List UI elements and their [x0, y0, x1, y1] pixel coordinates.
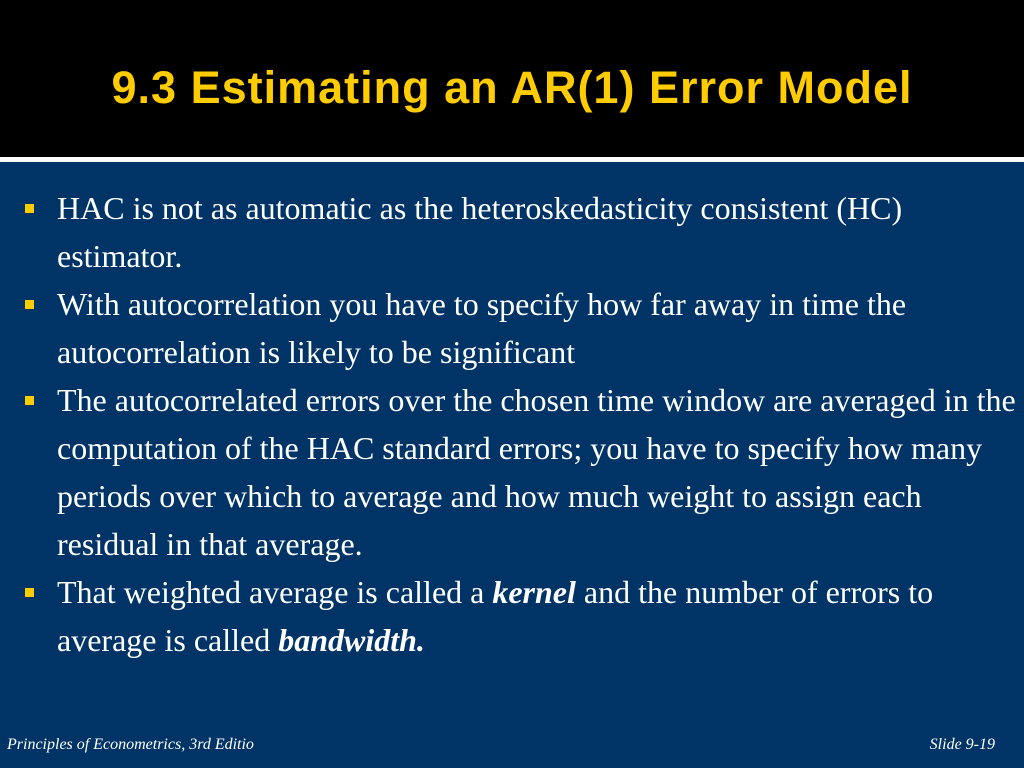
bullet-item: [0, 568, 1024, 664]
bullet-text-period: .: [416, 622, 425, 658]
bullet-item: [0, 184, 1024, 280]
kernel-term: kernel: [492, 574, 576, 610]
bullet-item: [0, 280, 1024, 376]
bullet-text-part: That weighted average is called a: [57, 574, 493, 610]
footer-book-title: Principles of Econometrics, 3rd Editio: [7, 736, 254, 753]
slide-title: 9.3 Estimating an AR(1) Error Model: [111, 62, 913, 113]
bullet-list: [0, 184, 1024, 664]
bandwidth-term: bandwidth: [278, 622, 417, 658]
title-divider: [0, 157, 1024, 162]
square-bullet-icon: [25, 204, 34, 213]
square-bullet-icon: [25, 588, 34, 597]
bullet-text: With autocorrelation you have to specify how far away in time the autocorrelation is likely to be significant: [57, 286, 907, 370]
bullet-text: HAC is not as automatic as the heteroskedasticity consistent (HC) estimator.: [57, 190, 903, 274]
footer-slide-number: Slide 9-19: [929, 736, 995, 753]
bullet-text: The autocorrelated errors over the chosen time window are averaged in the computation of the HAC standard errors; you have to specify how many periods over which to average and how much weight to assign each residual in that average.: [57, 382, 1016, 562]
bullet-item: [0, 376, 1024, 568]
bullet-text-part: and the number of errors to average is called: [57, 574, 934, 658]
square-bullet-icon: [25, 396, 34, 405]
square-bullet-icon: [25, 300, 34, 309]
title-bar: [0, 0, 1024, 157]
